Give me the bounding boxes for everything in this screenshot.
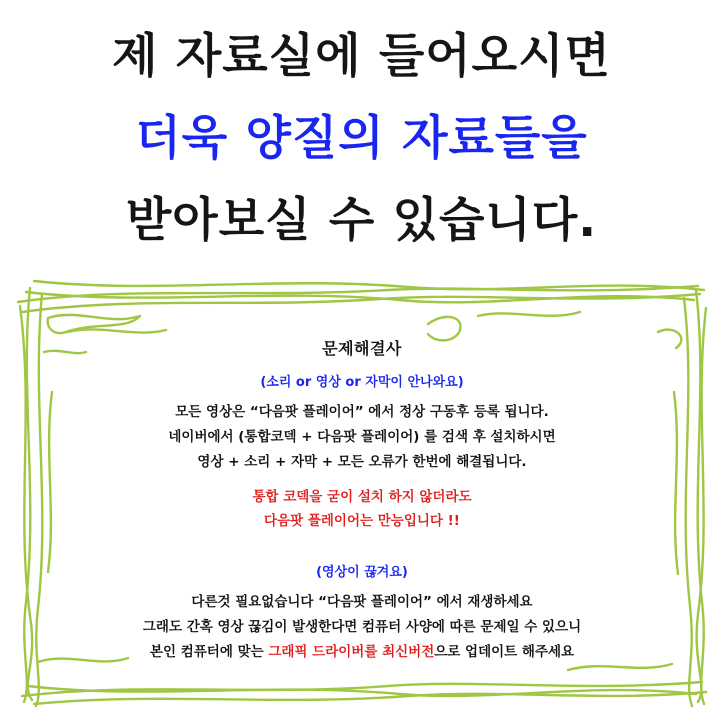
section1-line-3: 영상 + 소리 + 자막 + 모든 오류가 한번에 해결됩니다. [197, 454, 527, 470]
section2-line-3-suffix: 으로 업데이트 해주세요 [434, 644, 575, 660]
note-block [38, 336, 686, 665]
headline-line-1: 제 자료실에 들어오시면 [112, 29, 611, 84]
note-title: 문제해결사 [322, 339, 402, 358]
section1-warn-1: 통합 코덱을 굳이 설치 하지 않더라도 [252, 489, 472, 505]
section1-line-1: 모든 영상은 “다음팟 플레이어” 에서 정상 구동후 등록 됩니다. [175, 404, 549, 420]
section2-line-3 [38, 640, 686, 665]
spacer-1 [38, 475, 686, 485]
spacer-2 [38, 533, 686, 561]
section1-question: (소리 or 영상 or 자막이 안나와요) [260, 375, 464, 390]
headline-block [0, 16, 723, 262]
section2-question: (영상이 끊겨요) [316, 565, 408, 580]
section1-warn-2: 다음팟 플레이어는 만능입니다 !! [264, 513, 460, 529]
section2-line-3-highlight: 그래픽 드라이버를 최신버전 [268, 644, 435, 660]
headline-line-2: 더욱 양질의 자료들을 [135, 111, 588, 166]
section2-line-3-prefix: 본인 컴퓨터에 맞는 [149, 644, 269, 660]
headline-line-3: 받아보실 수 있습니다. [125, 193, 598, 248]
section1-line-2: 네이버에서 (통합코덱 + 다음팟 플레이어) 를 검색 후 설치하시면 [168, 429, 556, 445]
section2-line-2: 그래도 간혹 영상 끊김이 발생한다면 컴퓨터 사양에 따른 문제일 수 있으니 [142, 619, 582, 635]
section2-line-1: 다른것 필요없습니다 “다음팟 플레이어” 에서 재생하세요 [191, 594, 533, 610]
